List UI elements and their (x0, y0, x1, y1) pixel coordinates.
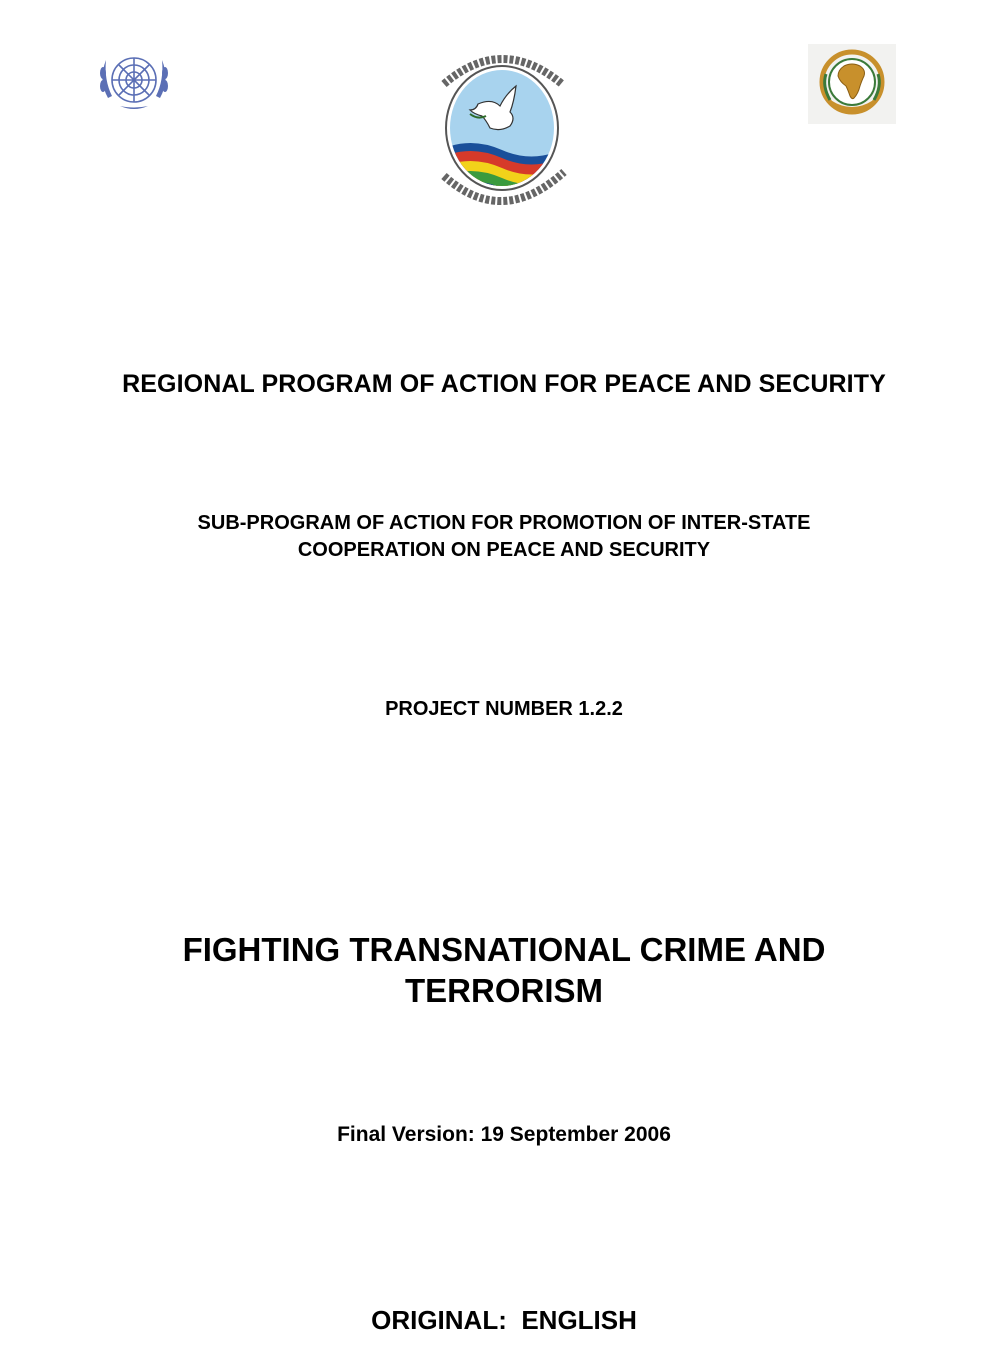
sub-program-line-2: COOPERATION ON PEACE AND SECURITY (297, 539, 711, 561)
original-language: ORIGINAL: ENGLISH (371, 1305, 637, 1335)
au-emblem-icon (808, 44, 896, 124)
document-title (0, 929, 1000, 1011)
document-title-line-1: FIGHTING TRANSNATIONAL CRIME AND (182, 931, 826, 968)
sub-program-line-1: SUB-PROGRAM OF ACTION FOR PROMOTION OF INTER-STATE (197, 512, 811, 534)
un-emblem-icon (94, 46, 174, 116)
icglr-dove-icon (430, 40, 574, 216)
main-title: REGIONAL PROGRAM OF ACTION FOR PEACE AND SECURITY (122, 370, 886, 398)
document-title-line-2: TERRORISM (405, 972, 603, 1009)
sub-program-heading (0, 510, 1000, 564)
project-number: PROJECT NUMBER 1.2.2 (385, 698, 623, 720)
final-version-date: Final Version: 19 September 2006 (337, 1123, 671, 1146)
